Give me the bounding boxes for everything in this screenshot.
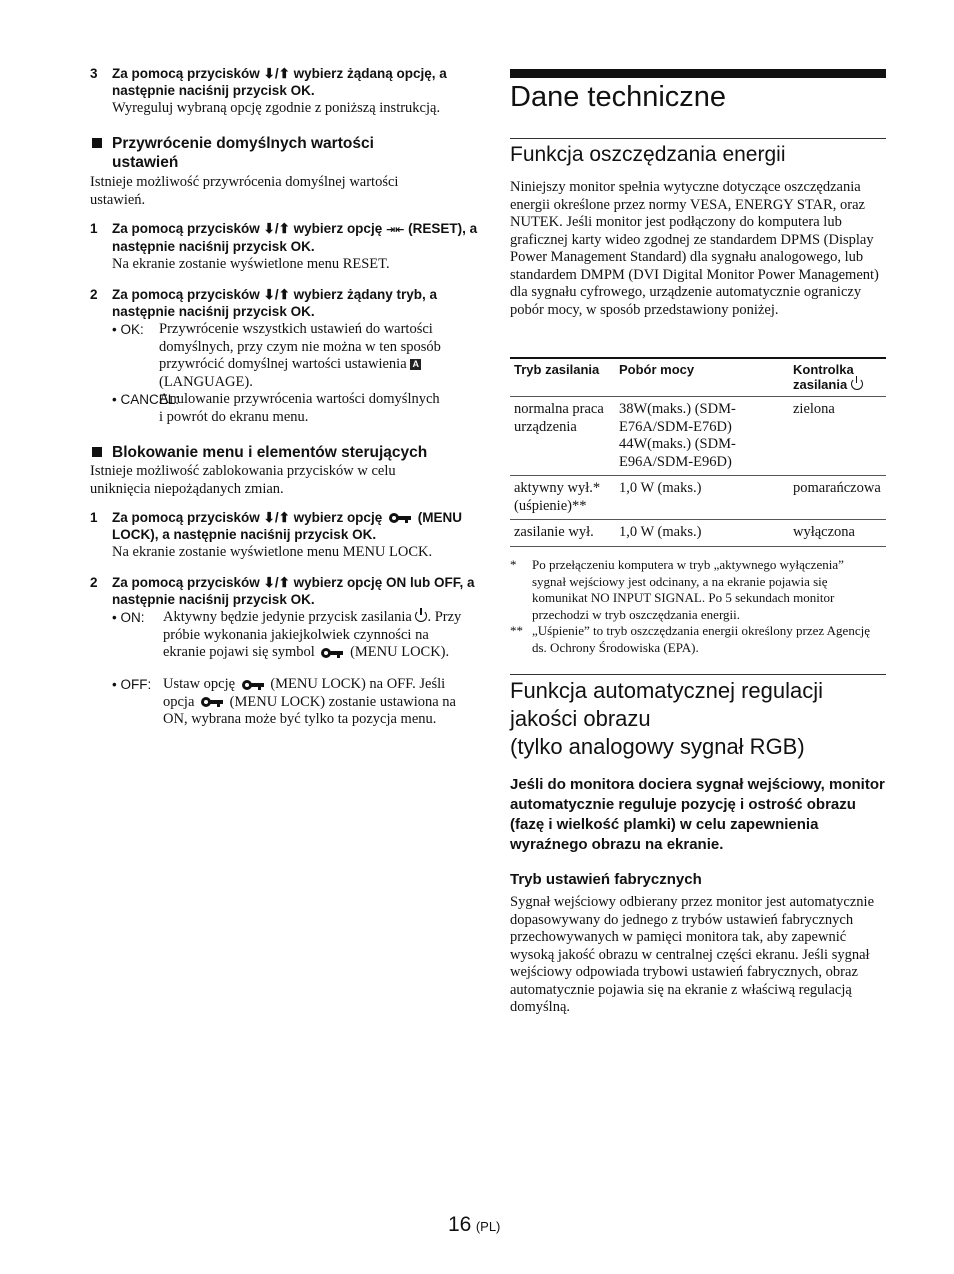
language-icon: A <box>410 359 421 370</box>
key-icon <box>201 697 223 707</box>
footnotes <box>510 557 872 656</box>
arrow-buttons-icon: ⬇/⬆ <box>263 287 290 302</box>
step-text-a: Za pomocą przycisków <box>112 575 264 590</box>
lock-step-1-desc: Na ekranie zostanie wyświetlone menu MENU LOCK. <box>112 544 433 560</box>
table-cell: aktywny wył.* (uśpienie)** <box>510 476 615 520</box>
bullet-label: • OK: <box>112 322 144 337</box>
step-text-b: wybierz opcję <box>289 221 386 236</box>
bullet-text-b: (LANGUAGE). <box>159 373 253 390</box>
reset-icon: ⇥⇤ <box>385 223 405 236</box>
bullet-text-b: . Przy próbie wykonania jakiejkolwiek czynności na ekranie pojawi się symbol <box>163 609 462 660</box>
footnote-mark: * <box>510 557 517 572</box>
step-number: 2 <box>90 287 98 302</box>
lock-title-text: Blokowanie menu i elementów sterujących <box>112 444 428 461</box>
arrow-buttons-icon: ⬇/⬆ <box>263 66 290 81</box>
step-text-b: wybierz żądany tryb, a następnie naciśnij przycisk OK. <box>112 287 437 319</box>
page-number-value: 16 <box>448 1213 472 1236</box>
table-row <box>510 520 886 547</box>
bullet-text-a: Ustaw opcję <box>163 676 239 692</box>
divider <box>510 138 886 139</box>
bullet-text-b: (MENU LOCK) na OFF. Jeśli opcja <box>163 676 446 710</box>
step-text-c: (RESET), a następnie naciśnij przycisk OK. <box>112 221 478 254</box>
col-header-mode: Tryb zasilania <box>510 358 615 397</box>
auto-title <box>510 677 886 761</box>
square-bullet-icon <box>92 447 102 457</box>
reset-step-1 <box>90 220 487 255</box>
title-bar-rule <box>510 69 886 78</box>
step-text <box>112 66 447 98</box>
bullet-label: • ON: <box>112 610 145 625</box>
bullet-text: Anulowanie przywrócenia wartości domyślnych i powrót do ekranu menu. <box>159 391 440 425</box>
footnote <box>510 623 872 656</box>
footnote <box>510 557 872 623</box>
indicator-header-text: Kontrolka zasilania <box>793 362 854 392</box>
page-language: (PL) <box>475 1219 501 1234</box>
bullet-text-a: Aktywny będzie jedynie przycisk zasilania <box>163 609 416 625</box>
table-cell: normalna praca urządzenia <box>510 397 615 476</box>
footnote-text: Po przełączeniu komputera w tryb „aktywnego wyłączenia” sygnał wejściowy jest odcinany, a na ekranie pojawia się komunikat NO INPUT SIGNAL. Po 5 sekundach monitor przechodzi w tryb oszczędzania energii. <box>532 557 844 622</box>
auto-title-line: Funkcja automatycznej regulacji <box>510 678 824 703</box>
reset-section-title <box>90 134 442 172</box>
energy-paragraph: Niniejszy monitor spełnia wytyczne dotyczące oszczędzania energii określone przez normy VESA, ENERGY STAR, oraz NUTEK. Jeśli monitor jest podłączony do komputera lub graficznej karty wideo zgodnej ze standardem DPMS (Display Power Management Standard) dla sygnału analogowego, lub standardem DMPM (DVI Digital Monitor Power Management) dla sygnału cyfrowego, urządzenie automatycznie ograniczy pobór mocy, w sposób przedstawiony poniżej. <box>510 179 879 318</box>
page-title: Dane techniczne <box>510 81 727 113</box>
step-text-a: Za pomocą przycisków <box>112 510 264 525</box>
step-text-b: wybierz opcję <box>289 510 386 525</box>
reset-title-text: Przywrócenie domyślnych wartości ustawień <box>112 135 374 171</box>
step-text-a: Za pomocą przycisków <box>112 221 264 236</box>
table-row <box>510 476 886 520</box>
step-text-b: wybierz opcję ON lub OFF, a następnie naciśnij przycisk OK. <box>112 575 475 607</box>
step-number: 1 <box>90 221 98 236</box>
step-text-a: Za pomocą przycisków <box>112 66 264 81</box>
table-cell: wyłączona <box>789 520 886 547</box>
factory-mode-title: Tryb ustawień fabrycznych <box>510 871 702 888</box>
table-cell: pomarańczowa <box>789 476 886 520</box>
bullet-text-a: Przywrócenie wszystkich ustawień do wartości domyślnych, przy czym nie można w ten sposób przywrócić domyślnej wartości ustawienia <box>159 321 441 372</box>
step-3-desc: Wyreguluj wybraną opcję zgodnie z poniższą instrukcją. <box>112 100 441 116</box>
energy-title: Funkcja oszczędzania energii <box>510 143 786 166</box>
lock-step-2 <box>90 574 487 608</box>
step-number: 2 <box>90 575 98 590</box>
power-icon <box>851 378 863 390</box>
key-icon <box>389 513 411 523</box>
table-header-row <box>510 358 886 397</box>
bullet-cancel <box>112 391 441 426</box>
auto-title-line: jakości obrazu <box>510 706 651 731</box>
bullet-text-c: (MENU LOCK). <box>346 644 450 660</box>
table-cell: 38W(maks.) (SDM-E76A/SDM-E76D) 44W(maks.) (SDM-E96A/SDM-E96D) <box>615 397 789 476</box>
reset-intro: Istnieje możliwość przywrócenia domyślnej wartości ustawień. <box>90 174 399 208</box>
lock-section-title <box>90 443 487 462</box>
arrow-buttons-icon: ⬇/⬆ <box>263 510 290 525</box>
auto-lead: Jeśli do monitora dociera sygnał wejściowy, monitor automatycznie reguluje pozycję i ostrość obrazu (fazę i wielkość plamki) w celu zapewnienia wyraźnego obrazu na ekranie. <box>510 776 885 853</box>
arrow-buttons-icon: ⬇/⬆ <box>263 221 290 236</box>
bullet-text-c: (MENU LOCK) zostanie ustawiona na ON, wybrana może być tylko ta pozycja menu. <box>163 693 456 727</box>
table-cell: zasilanie wył. <box>510 520 615 547</box>
step-number: 1 <box>90 510 98 525</box>
power-table <box>510 357 886 547</box>
reset-step-2 <box>90 286 487 320</box>
key-icon <box>321 648 343 658</box>
key-icon <box>242 680 264 690</box>
bullet-label: • OFF: <box>112 677 152 692</box>
step-3 <box>90 65 487 99</box>
step-text-b: wybierz żądaną opcję, a następnie naciśnij przycisk OK. <box>112 66 447 98</box>
page-number <box>448 1213 500 1237</box>
step-text-a: Za pomocą przycisków <box>112 287 264 302</box>
lock-intro: Istnieje możliwość zablokowania przycisków w celu uniknięcia niepożądanych zmian. <box>90 463 396 497</box>
col-header-indicator <box>789 358 886 397</box>
bullet-ok <box>112 321 441 391</box>
bullet-off <box>112 676 465 729</box>
step-text-c: (MENU LOCK), a następnie naciśnij przycisk OK. <box>112 510 462 542</box>
table-cell: zielona <box>789 397 886 476</box>
arrow-buttons-icon: ⬇/⬆ <box>263 575 290 590</box>
footnote-text: „Uśpienie” to tryb oszczędzania energii określony przez Agencję ds. Ochrony Środowiska (EPA). <box>532 623 870 655</box>
reset-step-1-desc: Na ekranie zostanie wyświetlone menu RESET. <box>112 256 390 272</box>
step-number: 3 <box>90 66 98 81</box>
table-cell: 1,0 W (maks.) <box>615 476 789 520</box>
divider <box>510 674 886 675</box>
auto-title-line: (tylko analogowy sygnał RGB) <box>510 734 805 759</box>
factory-mode-paragraph: Sygnał wejściowy odbierany przez monitor jest automatycznie dopasowywany do jednego z trybów ustawień fabrycznych przechowywanych w pamięci monitora tak, aby zapewnić wysoką jakość obrazu w centralnej części ekranu. Jeśli sygnał wejściowy odpowiada trybowi ustawień fabrycznych, obraz automatycznie pojawia się na ekranie z właściwą regulacją domyślną. <box>510 894 875 1015</box>
table-row <box>510 397 886 476</box>
footnote-mark: ** <box>510 623 523 638</box>
bullet-on <box>112 609 465 662</box>
lock-step-1 <box>90 509 487 543</box>
bullet-label: • CANCEL: <box>112 392 179 407</box>
square-bullet-icon <box>92 138 102 148</box>
table-cell: 1,0 W (maks.) <box>615 520 789 547</box>
col-header-power: Pobór mocy <box>615 358 789 397</box>
power-icon <box>415 610 427 622</box>
